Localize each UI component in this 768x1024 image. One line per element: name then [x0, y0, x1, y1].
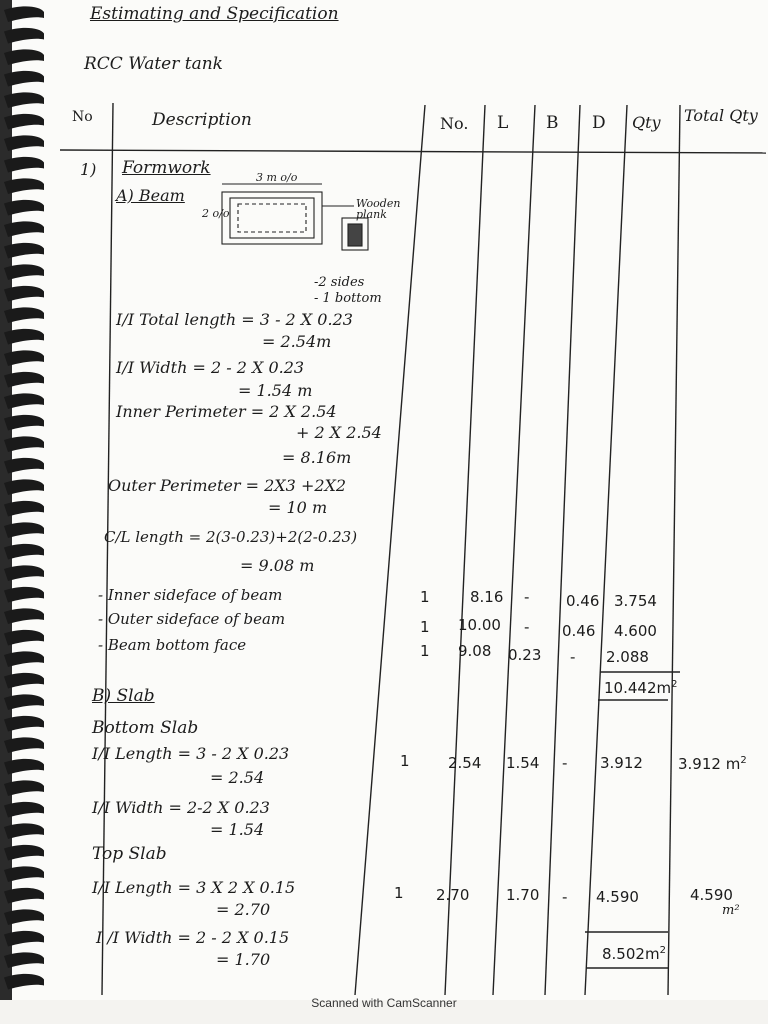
- row-depth: -: [562, 888, 568, 906]
- col-header-total-qty: Total Qty: [684, 106, 758, 125]
- row-depth: 0.46: [562, 622, 596, 640]
- col-header-b: B: [546, 113, 559, 133]
- row-description: - Beam bottom face: [98, 636, 247, 654]
- row-total-unit: m²: [722, 903, 740, 918]
- calc-line: = 10 m: [268, 498, 328, 517]
- calc-line: + 2 X 2.54: [296, 423, 382, 442]
- calc-line: = 2.70: [216, 900, 271, 919]
- row-depth: -: [562, 754, 568, 772]
- sketch-sides-1: -2 sides: [314, 275, 365, 290]
- calc-line: = 2.54: [210, 768, 265, 787]
- row-length: 9.08: [458, 642, 492, 660]
- row-breadth: -: [524, 588, 530, 606]
- row-depth: -: [570, 648, 576, 666]
- calc-line: I /I Width = 2 - 2 X 0.15: [96, 928, 290, 947]
- calc-line: Outer Perimeter = 2X3 +2X2: [108, 476, 347, 495]
- calc-line: = 2.54m: [262, 332, 332, 351]
- row-qty: 4.600: [614, 622, 657, 640]
- row-length: 2.70: [436, 886, 470, 904]
- section-title-formwork: Formwork: [122, 158, 211, 178]
- section-number: 1): [80, 160, 97, 179]
- row-breadth: 0.23: [508, 646, 542, 664]
- row-count: 1: [394, 884, 404, 902]
- row-count: 1: [420, 618, 430, 636]
- subsection-beam: A) Beam: [116, 186, 185, 205]
- sketch-sides-2: - 1 bottom: [314, 291, 382, 306]
- row-qty: 3.754: [614, 592, 657, 610]
- sketch-label-plank: Wooden plank: [356, 197, 401, 221]
- row-count: 1: [420, 588, 430, 606]
- row-length: 2.54: [448, 754, 482, 772]
- calc-line: I/I Width = 2-2 X 0.23: [92, 798, 270, 817]
- row-breadth: 1.54: [506, 754, 540, 772]
- row-count: 1: [400, 752, 410, 770]
- bottom-slab-title: Bottom Slab: [92, 718, 199, 738]
- col-header-l: L: [497, 113, 509, 133]
- calc-line: = 1.70: [216, 950, 271, 969]
- row-count: 1: [420, 642, 430, 660]
- topic-heading: RCC Water tank: [84, 54, 223, 74]
- row-qty: 2.088: [606, 648, 649, 666]
- row-length: 10.00: [458, 616, 501, 634]
- row-qty: 4.590: [596, 888, 639, 906]
- col-header-qty: Qty: [632, 113, 661, 132]
- calc-line: I/I Width = 2 - 2 X 0.23: [116, 358, 305, 377]
- row-description: - Inner sideface of beam: [98, 586, 283, 604]
- row-depth: 0.46: [566, 592, 600, 610]
- row-breadth: 1.70: [506, 886, 540, 904]
- calc-line: = 8.16m: [282, 448, 352, 467]
- col-header-count: No.: [440, 114, 469, 133]
- calc-line: = 1.54: [210, 820, 265, 839]
- calc-line: C/L length = 2(3-0.23)+2(2-0.23): [104, 528, 358, 546]
- calc-line: Inner Perimeter = 2 X 2.54: [116, 402, 337, 421]
- col-header-description: Description: [152, 110, 252, 130]
- top-slab-title: Top Slab: [92, 844, 167, 864]
- row-qty: 3.912: [600, 754, 643, 772]
- formwork-beam-subtotal: $10.442m^2$: [604, 679, 678, 697]
- slab-subtotal: $8.502m^2$: [602, 945, 666, 963]
- sketch-dim-top: 3 m o/o: [256, 171, 298, 184]
- row-breadth: -: [524, 618, 530, 636]
- scanner-watermark: Scanned with CamScanner: [311, 996, 457, 1010]
- subsection-slab: B) Slab: [92, 686, 155, 706]
- row-total-qty: 3.912 $m^2$: [678, 755, 747, 773]
- calc-line: = 1.54 m: [238, 381, 313, 400]
- row-description: - Outer sideface of beam: [98, 610, 286, 628]
- col-header-no: No: [72, 109, 93, 125]
- row-length: 8.16: [470, 588, 504, 606]
- col-header-d: D: [592, 113, 606, 133]
- calc-line: I/I Length = 3 - 2 X 0.23: [92, 744, 290, 763]
- beam-sketch: [222, 184, 368, 250]
- row-total-qty: 4.590: [690, 886, 733, 904]
- calc-line: I/I Length = 3 X 2 X 0.15: [92, 878, 296, 897]
- subject-heading: Estimating and Specification: [90, 4, 339, 24]
- calc-line: = 9.08 m: [240, 556, 315, 575]
- sketch-dim-side: 2 o/o: [202, 207, 230, 220]
- calc-line: I/I Total length = 3 - 2 X 0.23: [116, 310, 353, 329]
